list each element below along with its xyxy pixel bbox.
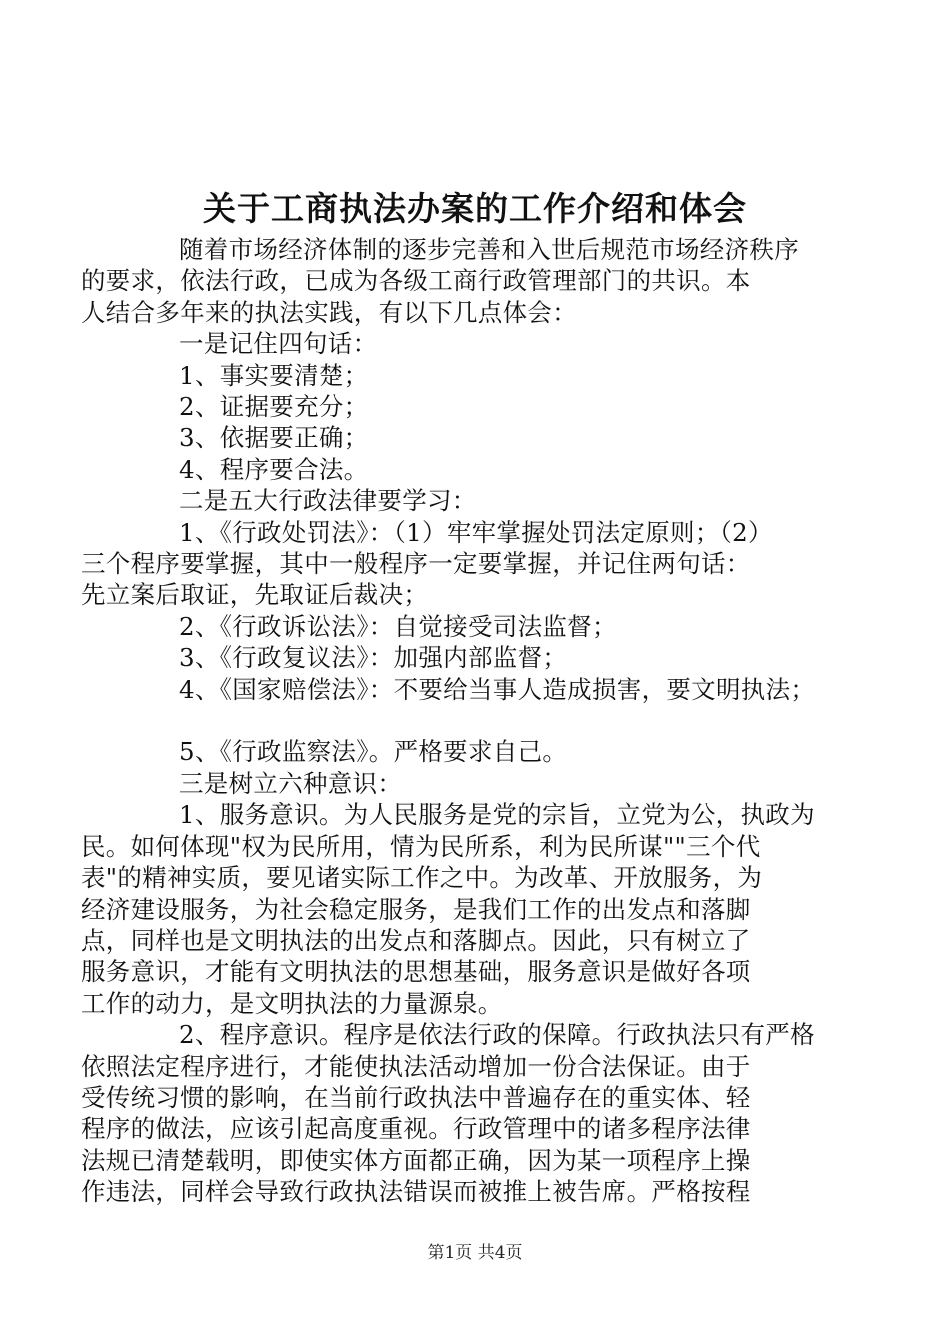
- list-item: [130, 674, 830, 705]
- text-line: 2、证据要充分；: [179, 392, 369, 422]
- text-line: 2、程序意识。程序是依法行政的保障。行政执法只有严格: [179, 1020, 815, 1050]
- list-item: [130, 736, 830, 767]
- list-item: [130, 422, 830, 453]
- text-line: 4、程序要合法。: [179, 454, 369, 484]
- blank-line: [130, 705, 830, 736]
- text-line: 点，同样也是文明执法的出发点和落脚点。因此，只有树立了: [81, 925, 751, 955]
- list-item: [130, 454, 830, 485]
- text-line: 三是树立六种意识：: [179, 768, 403, 798]
- paragraph-service-awareness: [81, 799, 830, 1019]
- list-item: [130, 611, 830, 642]
- text-line: 一是记住四句话：: [179, 329, 378, 359]
- paragraph-intro: [81, 234, 830, 328]
- list-item: [81, 517, 830, 611]
- text-line: 法规已清楚载明，即使实体方面都正确，因为某一项程序上操: [81, 1145, 751, 1175]
- page-footer: 第1页 共4页: [427, 1243, 523, 1263]
- text-line: 2、《行政诉讼法》：自觉接受司法监督；: [179, 611, 617, 641]
- text-line: 的要求，依法行政，已成为各级工商行政管理部门的共识。本: [81, 266, 751, 296]
- text-line: 程序的做法，应该引起高度重视。行政管理中的诸多程序法律: [81, 1114, 751, 1144]
- text-line: 随着市场经济体制的逐步完善和入世后规范市场经济秩序: [179, 235, 799, 264]
- text-line: 3、依据要正确；: [179, 423, 369, 453]
- text-line: 4、《国家赔偿法》：不要给当事人造成损害，要文明执法；: [179, 674, 816, 704]
- text-line: 民。如何体现"权为民所用，情为民所系，利为民所谋""三个代: [81, 831, 761, 861]
- text-line: 三个程序要掌握，其中一般程序一定要掌握，并记住两句话：: [81, 549, 751, 579]
- text-line: 1、服务意识。为人民服务是党的宗旨，立党为公，执政为: [179, 800, 815, 830]
- list-item: [130, 360, 830, 391]
- paragraph-procedure-awareness: [81, 1019, 830, 1207]
- text-line: 依照法定程序进行，才能使执法活动增加一份合法保证。由于: [81, 1051, 751, 1081]
- document-title: 关于工商执法办案的工作介绍和体会: [203, 189, 747, 228]
- document-body: [81, 234, 830, 1208]
- text-line: 工作的动力，是文明执法的力量源泉。: [81, 988, 503, 1018]
- text-line: 人结合多年来的执法实践，有以下几点体会：: [81, 297, 577, 327]
- text-line: 服务意识，才能有文明执法的思想基础，服务意识是做好各项: [81, 957, 751, 987]
- text-line: 经济建设服务，为社会稳定服务，是我们工作的出发点和落脚: [81, 894, 751, 924]
- paragraph-heading-three: [130, 768, 830, 799]
- text-line: 1、事实要清楚；: [179, 360, 369, 390]
- text-line: 作违法，同样会导致行政执法错误而被推上被告席。严格按程: [81, 1177, 751, 1207]
- text-line: 二是五大行政法律要学习：: [179, 486, 477, 516]
- text-line: 1、《行政处罚法》：（1）牢牢掌握处罚法定原则；（2）: [179, 517, 773, 547]
- text-line: 5、《行政监察法》。严格要求自己。: [179, 737, 568, 767]
- paragraph-heading-one: [130, 328, 830, 359]
- list-item: [130, 642, 830, 673]
- text-line: 表"的精神实质，要见诸实际工作之中。为改革、开放服务，为: [81, 863, 763, 893]
- paragraph-heading-two: [130, 485, 830, 516]
- list-item: [130, 391, 830, 422]
- text-line: 受传统习惯的影响，在当前行政执法中普遍存在的重实体、轻: [81, 1082, 751, 1112]
- text-line: 3、《行政复议法》：加强内部监督；: [179, 643, 568, 673]
- text-line: 先立案后取证，先取证后裁决；: [81, 580, 429, 610]
